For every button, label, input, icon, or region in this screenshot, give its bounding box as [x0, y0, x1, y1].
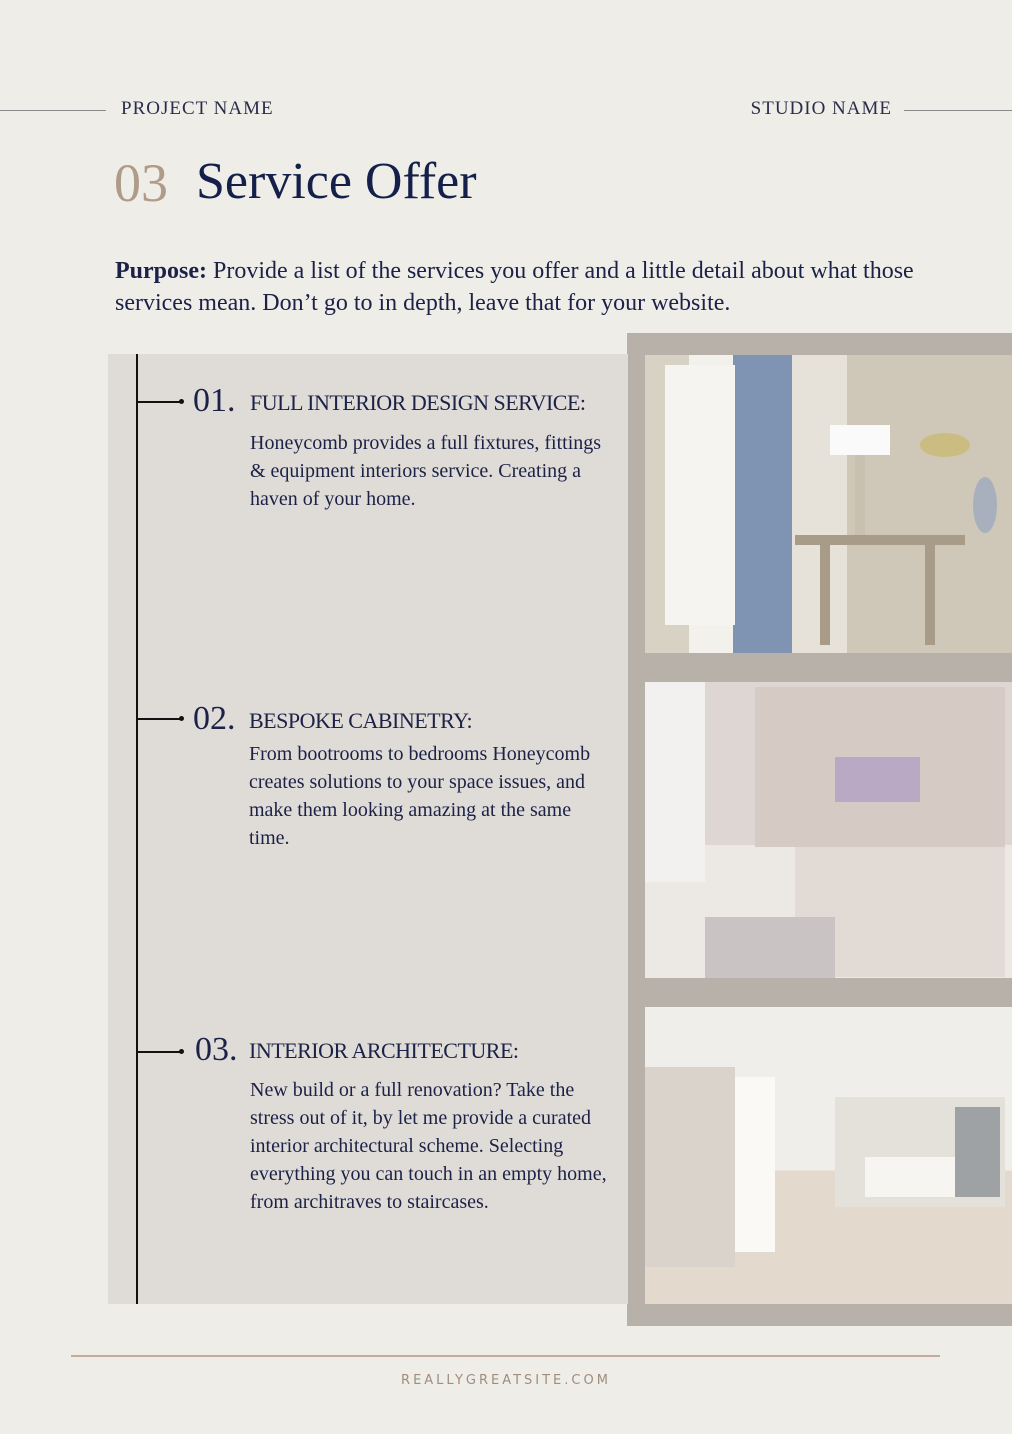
purpose-text	[115, 255, 935, 319]
timeline-connector	[137, 1051, 181, 1053]
service-number: 03.	[195, 1031, 238, 1068]
purpose-body: Provide a list of the services you offer and a little detail about what those services mean. Don’t go to in depth, leave that for your website.	[115, 258, 914, 316]
service-title: BESPOKE CABINETRY:	[249, 708, 473, 733]
project-name: PROJECT NAME	[121, 98, 274, 119]
hallway-illustration	[645, 355, 1012, 653]
service-description: From bootrooms to bedrooms Honeycomb creates solutions to your space issues, and make them looking amazing at the same time.	[249, 743, 591, 849]
cabinetry-illustration	[645, 682, 1012, 978]
timeline-connector	[137, 401, 181, 403]
timeline-connector	[137, 718, 181, 720]
service-number: 02.	[193, 700, 236, 737]
service-description: Honeycomb provides a full fixtures, fittings & equipment interiors service. Creating a haven of your home.	[250, 432, 602, 510]
purpose-label: Purpose:	[115, 258, 207, 284]
timeline-line	[136, 354, 138, 1304]
architecture-illustration	[645, 1007, 1012, 1304]
cabinetry-photo	[645, 682, 1012, 978]
section-number: 03	[114, 153, 168, 213]
service-title: FULL INTERIOR DESIGN SERVICE:	[250, 390, 586, 415]
service-title: INTERIOR ARCHITECTURE:	[249, 1038, 519, 1063]
architecture-photo	[645, 1007, 1012, 1304]
service-number: 01.	[193, 382, 236, 419]
studio-name: STUDIO NAME	[750, 98, 892, 119]
header-rule-right	[904, 110, 1012, 111]
service-description: New build or a full renovation? Take the stress out of it, by let me provide a curated interior architectural scheme. Selecting everything you can touch in an empty home, from architraves to staircases.	[250, 1079, 607, 1213]
website-link[interactable]: REALLYGREATSITE.COM	[401, 1373, 611, 1388]
header-rule-left	[0, 110, 106, 111]
page-title: Service Offer	[196, 153, 477, 210]
hallway-photo	[645, 355, 1012, 653]
footer-rule	[71, 1355, 940, 1357]
